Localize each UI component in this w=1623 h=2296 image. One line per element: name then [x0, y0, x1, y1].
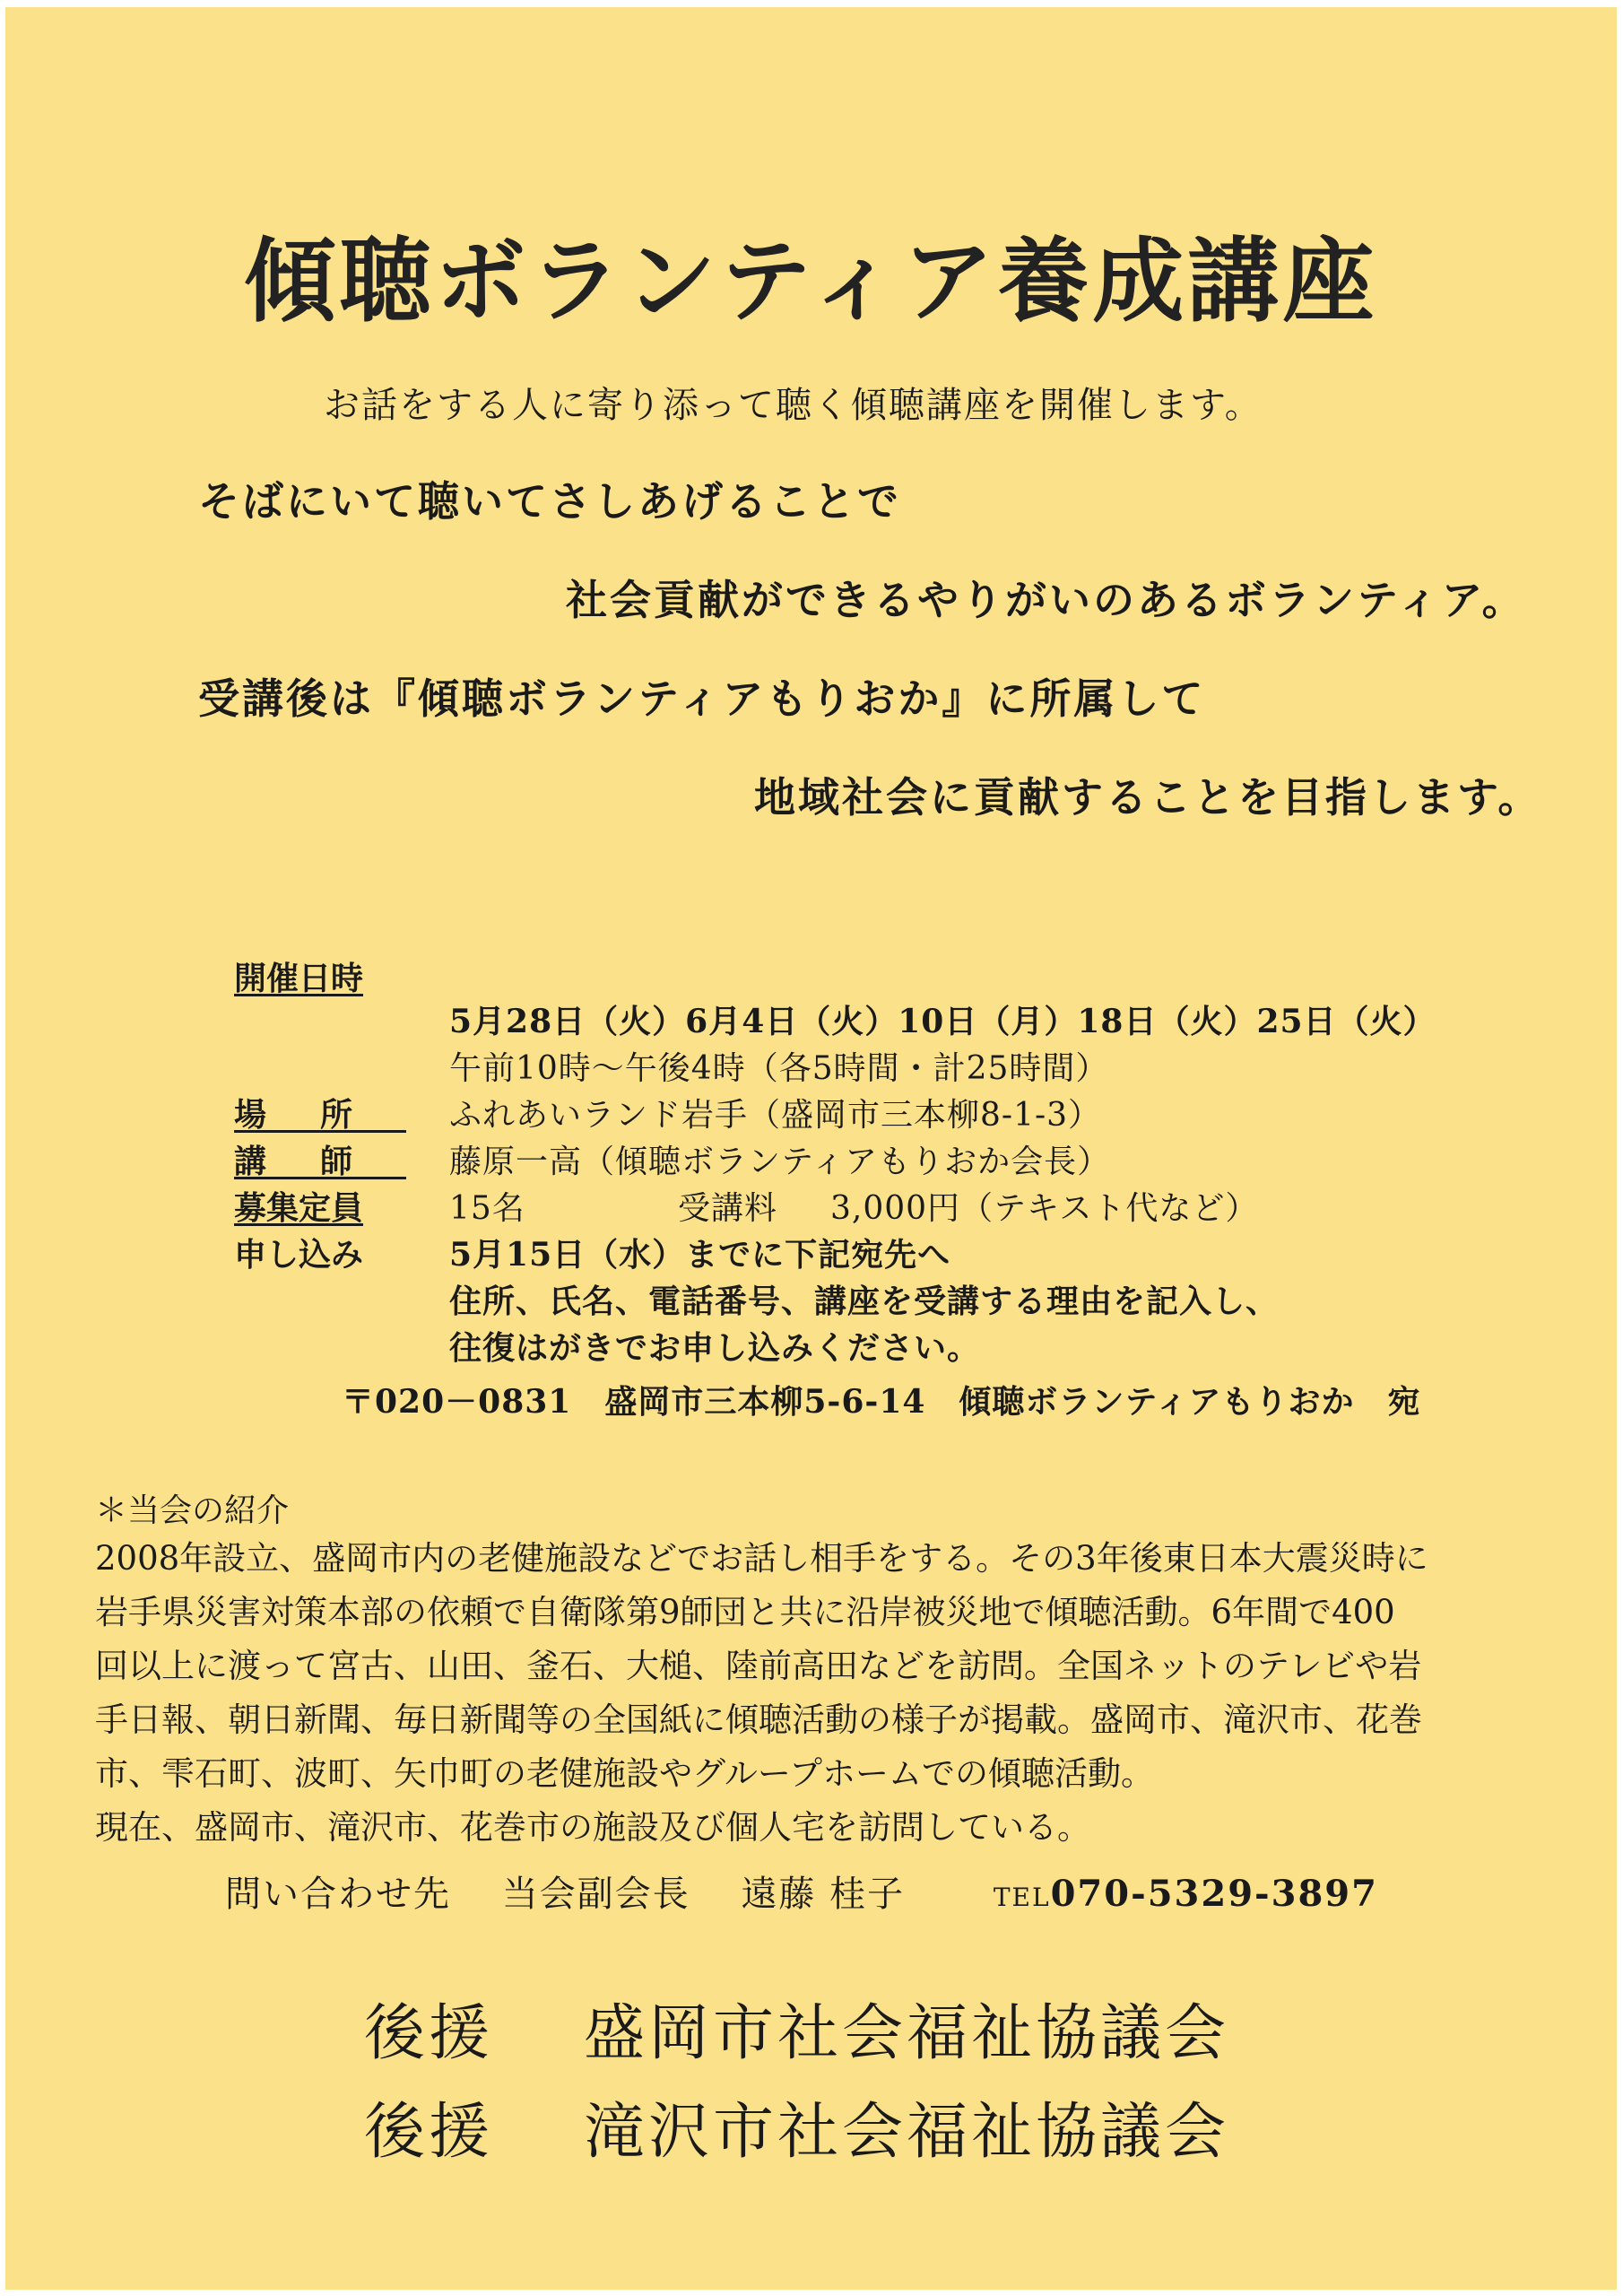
- support-line-2: [364, 2083, 1229, 2170]
- capacity-label: 募集定員: [234, 1190, 364, 1227]
- contact-name: 遠藤 桂子: [741, 1874, 906, 1915]
- place-label: 場所: [234, 1097, 407, 1134]
- about-line-3: 回以上に渡って宮古、山田、釜石、大槌、陸前高田などを訪問。全国ネットのテレビや岩: [95, 1647, 1422, 1685]
- lecturer-label: 講師: [234, 1144, 407, 1180]
- support-label-2: 後援: [364, 2097, 494, 2168]
- contact-label: 問い合わせ先: [225, 1874, 451, 1915]
- lead-text: お話をする人に寄り添って聴く傾聴講座を開催します。: [324, 385, 1263, 426]
- fee-label: 受講料: [678, 1190, 778, 1227]
- support-org-2: 滝沢市社会福祉協議会: [584, 2097, 1230, 2168]
- contact-tel-prefix: TEL: [993, 1883, 1051, 1912]
- contact-role: 当会副会長: [501, 1874, 690, 1915]
- about-body: [95, 1532, 1530, 1855]
- intro-line-4: 地域社会に貢献することを目指します。: [754, 773, 1542, 822]
- date-label: 開催日時: [234, 961, 364, 997]
- contact-line: [225, 1866, 1378, 1917]
- place-value: ふれあいランド岩手（盛岡市三本柳8-1-3）: [449, 1097, 1102, 1134]
- apply-method: 往復はがきでお申し込みください。: [449, 1329, 981, 1367]
- date-value: 5月28日（火）6月4日（火）10日（月）18日（火）25日（火）: [449, 1003, 1436, 1040]
- intro-line-2: 社会貢献ができるやりがいのあるボランティア。: [566, 576, 1526, 624]
- about-line-1: 2008年設立、盛岡市内の老健施設などでお話し相手をする。その3年後東日本大震災時に: [95, 1539, 1428, 1578]
- apply-label: 申し込み: [234, 1237, 364, 1274]
- about-line-5: 市、雫石町、波町、矢巾町の老健施設やグループホームでの傾聴活動。: [95, 1754, 1155, 1793]
- contact-tel: 070-5329-3897: [1050, 1873, 1378, 1915]
- flyer-sheet: [5, 7, 1617, 2290]
- about-heading: ＊当会の紹介: [95, 1492, 290, 1529]
- support-label-1: 後援: [364, 1998, 494, 2069]
- fee-value: 3,000円（テキスト代など）: [830, 1190, 1259, 1227]
- about-line-4: 手日報、朝日新聞、毎日新聞等の全国紙に傾聴活動の様子が掲載。盛岡市、滝沢市、花巻: [95, 1700, 1422, 1739]
- support-org-1: 盛岡市社会福祉協議会: [584, 1998, 1230, 2069]
- about-line-2: 岩手県災害対策本部の依頼で自衛隊第9師団と共に沿岸被災地で傾聴活動。6年間で400: [95, 1593, 1395, 1631]
- mailing-address: 〒020－0831 盛岡市三本柳5-6-14 傾聴ボランティアもりおか 宛: [342, 1383, 1421, 1421]
- apply-instructions: 住所、氏名、電話番号、講座を受講する理由を記入し、: [449, 1283, 1280, 1320]
- capacity-value: 15名: [449, 1190, 525, 1227]
- about-line-6: 現在、盛岡市、滝沢市、花巻市の施設及び個人宅を訪問している。: [95, 1808, 1090, 1847]
- lecturer-value: 藤原一高（傾聴ボランティアもりおか会長）: [449, 1144, 1111, 1180]
- intro-line-1: そばにいて聴いてさしあげることで: [198, 477, 901, 526]
- intro-line-3: 受講後は『傾聴ボランティアもりおか』に所属して: [198, 674, 1206, 723]
- support-line-1: [364, 1985, 1229, 2072]
- time-value: 午前10時～午後4時（各5時間・計25時間）: [449, 1050, 1109, 1087]
- flyer-title: 傾聴ボランティア養成講座: [244, 229, 1378, 335]
- apply-deadline: 5月15日（水）までに下記宛先へ: [449, 1236, 951, 1274]
